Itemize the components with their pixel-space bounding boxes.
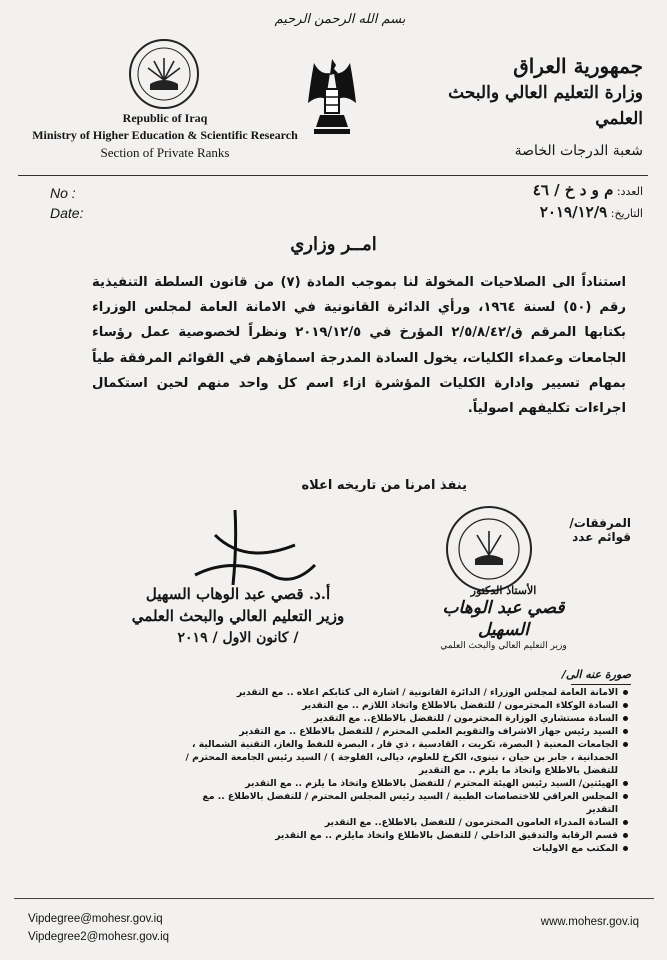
cc-item: المكتب مع الاوليات	[170, 842, 628, 855]
stamp-title: الأستاذ الدكتور	[470, 584, 537, 597]
arabic-letterhead	[433, 52, 643, 162]
signer-role: وزير التعليم العالي والبحث العلمي	[131, 607, 345, 625]
cc-list	[170, 686, 628, 855]
cc-underline	[571, 684, 631, 685]
execute-line: ينفذ امرنا من تاريخه اعلاه	[301, 478, 467, 493]
email-link-2[interactable]: Vipdegree2@mohesr.gov.iq	[28, 931, 170, 943]
attachments-label: المرفقات/	[569, 516, 631, 530]
signer-name: أ.د. قصي عبد الوهاب السهيل	[145, 585, 331, 603]
email-link-1[interactable]: Vipdegree@mohesr.gov.iq	[28, 913, 163, 925]
ar-date-label: التاريخ:	[610, 207, 643, 220]
reference-block	[50, 183, 83, 223]
ar-no-label: العدد:	[616, 185, 643, 198]
cc-item: الجامعات المعنية ( البصرة، تكريت ، القادسية ، ذي قار ، البصرة للنفط والغاز، التقنية الشمالية ، الحمدانية ، جابر بن حيان ، نينوى، الكرخ للعلوم، ديالى، الفلوجة ) / السيد رئيس الجامعة المحترم / للتفضل بالاطلاع واتخاذ ما يلزم .. مع التقدير	[170, 738, 628, 777]
ar-section: شعبة الدرجات الخاصة	[514, 143, 643, 159]
handwritten-signature-icon	[175, 505, 325, 595]
cc-item: الامانة العامة لمجلس الوزراء / الدائرة القانونية / اشارة الى كتابكم اعلاه .. مع التقدير	[170, 686, 628, 699]
cc-item: السادة المدراء العامون المحترمون / للتفضل بالاطلاع.. مع التقدير	[170, 816, 628, 829]
eagle-emblem-icon	[300, 55, 364, 137]
footer-divider	[14, 898, 654, 899]
ministry-logo-icon	[128, 38, 200, 110]
attachments	[569, 516, 631, 544]
attachments-item: قوائم عدد	[572, 530, 631, 544]
stamp-name: قصي عبد الوهاب السهيل	[442, 598, 565, 640]
official-stamp-icon	[445, 505, 533, 593]
arabic-reference-block	[533, 180, 643, 224]
cc-item: الهيئتين/ السيد رئيس الهيئة المحترم / للتفضل بالاطلاع واتخاذ ما يلزم .. مع التقدير	[170, 777, 628, 790]
basmala: بسم الله الرحمن الرحيم	[274, 12, 406, 27]
document-body: استناداً الى الصلاحيات المخولة لنا بموجب المادة (٧) من قانون السلطة التنفيذية رقم (٥٠) لسنة ١٩٦٤، ورأي الدائرة القانونية في الامانة العامة لمجلس الوزراء بكتابها المرقم ق/٢/٥/٨/٤٢ المؤرخ في ٢٠١٩/١٢/٥ ونظراً لخصوصية عمل رؤساء الجامعات وعمداء الكليات، يخول السادة المدرجة اسماؤهم في القوائم المرفقة طياً بمهام تسيير وادارة الكليات المؤشرة ازاء اسم كل واحد منهم لحين استكمال اجراءات تكليفهم اصولياً.	[92, 275, 626, 417]
header-divider	[18, 175, 648, 176]
en-country: Republic of Iraq	[122, 111, 208, 125]
english-letterhead	[20, 110, 310, 161]
stamp-role: وزير التعليم العالي والبحث العلمي	[440, 641, 567, 651]
cc-title: صورة عنه الى/	[561, 668, 631, 681]
no-label: No :	[50, 185, 76, 201]
en-ministry: Ministry of Higher Education & Scientific Research	[32, 128, 298, 142]
cc-item: السادة مستشاري الوزارة المحترمون / للتفضل بالاطلاع.. مع التقدير	[170, 712, 628, 725]
stamp-text-block	[416, 584, 591, 651]
en-section: Section of Private Ranks	[100, 145, 230, 160]
ar-no-value: م و د خ / ٤٦	[532, 181, 614, 199]
footer-emails	[28, 910, 169, 946]
cc-item: المجلس العراقي للاختصاصات الطبية / السيد رئيس المجلس المحترم / للتفضل بالاطلاع .. مع التقدير	[170, 790, 628, 816]
cc-item: السيد رئيس جهاز الاشراف والتقويم العلمي المحترم / للتفضل بالاطلاع .. مع التقدير	[170, 725, 628, 738]
signer-date: / كانون الاول / ٢٠١٩	[177, 630, 299, 646]
cc-item: قسم الرقابة والتدقيق الداخلي / للتفضل بالاطلاع واتخاذ مايلزم .. مع التقدير	[170, 829, 628, 842]
ar-ministry: وزارة التعليم العالي والبحث العلمي	[448, 83, 643, 129]
cc-item: السادة الوكلاء المحترمون / للتفضل بالاطلاع واتخاذ اللازم .. مع التقدير	[170, 699, 628, 712]
signer-block	[128, 583, 348, 649]
document-title: امــر وزاري	[290, 234, 377, 255]
website-link[interactable]: www.mohesr.gov.iq	[540, 916, 639, 928]
date-label: Date:	[50, 205, 84, 221]
ar-country: جمهورية العراق	[513, 54, 643, 78]
ar-date-value: ٢٠١٩/١٢/٩	[539, 203, 608, 221]
